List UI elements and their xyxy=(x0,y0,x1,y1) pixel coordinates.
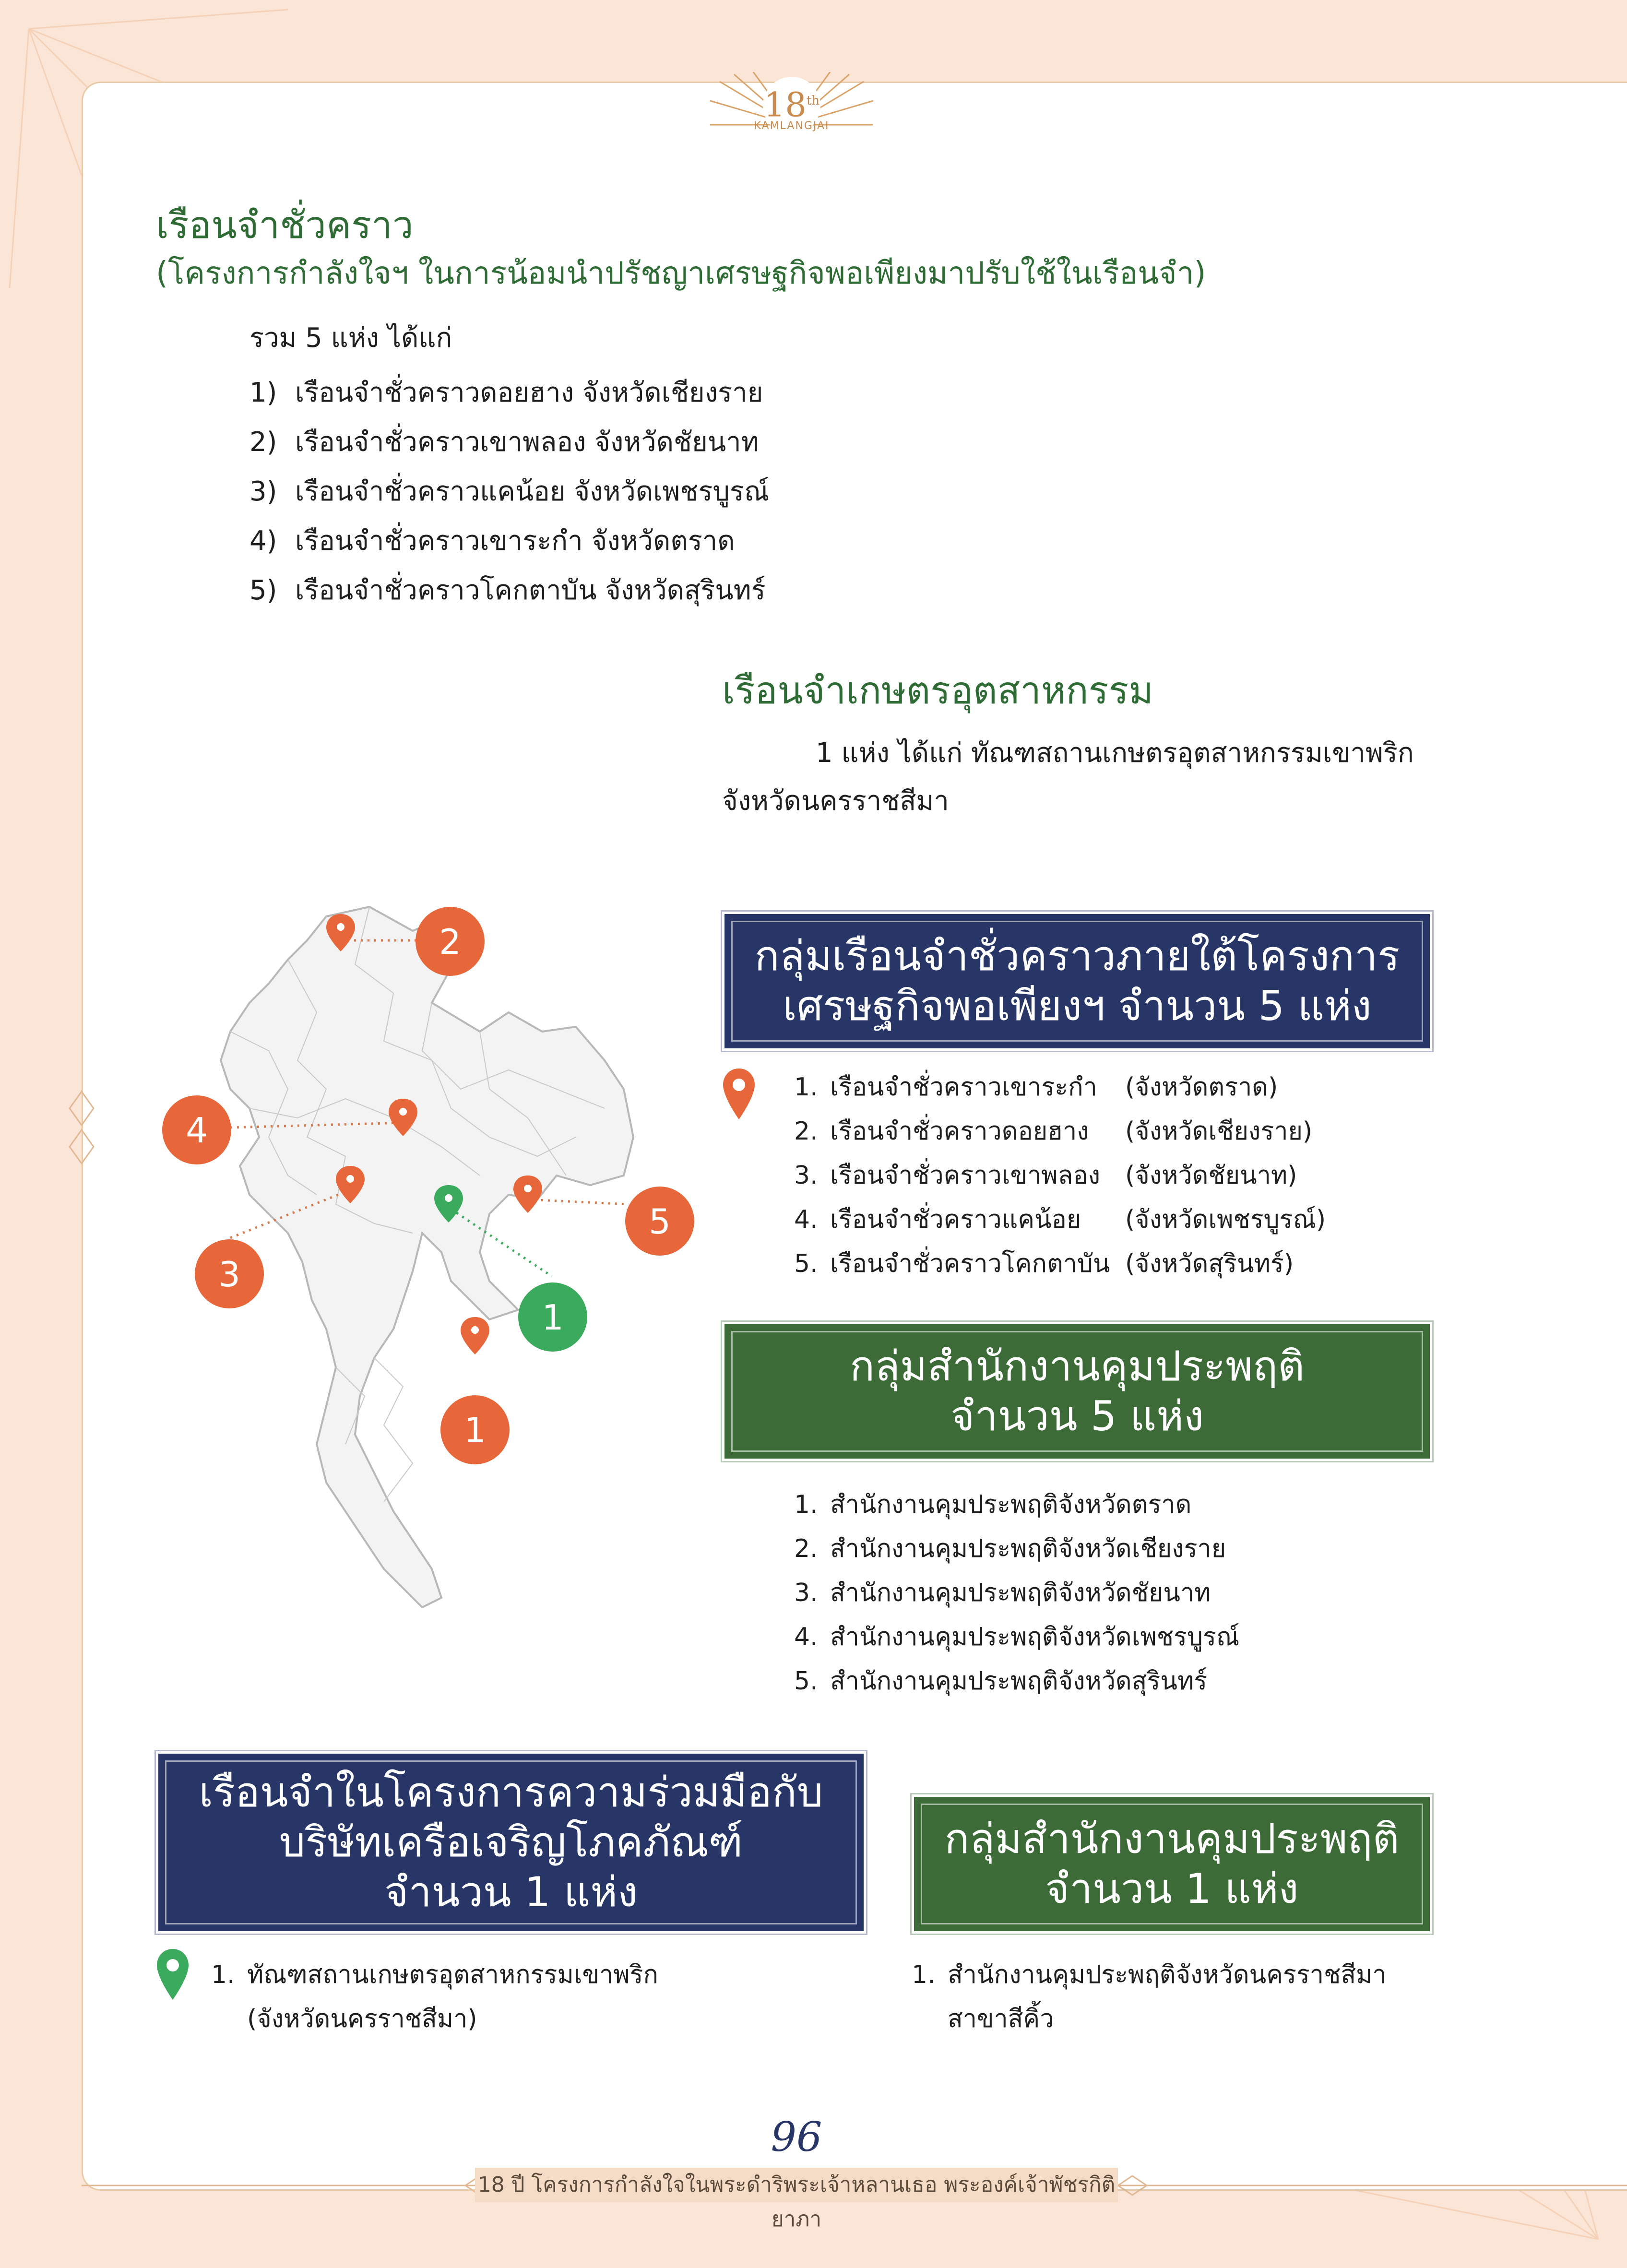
list-item: 5) เรือนจำชั่วคราวโคกตาบัน จังหวัดสุรินทร์ xyxy=(249,575,766,606)
svg-text:2: 2 xyxy=(439,922,461,962)
svg-text:5: 5 xyxy=(649,1201,671,1242)
map-pin-icon xyxy=(513,1176,542,1213)
list-item: 2) เรือนจำชั่วคราวเขาพลอง จังหวัดชัยนาท xyxy=(249,427,759,458)
list-item: 3. เรือนจำชั่วคราวเขาพลอง (จังหวัดชัยนาท) xyxy=(794,1161,1297,1190)
cooperation-prison-list xyxy=(211,1953,658,2041)
thailand-outline xyxy=(221,907,633,1607)
list-item: 5. สำนักงานคุมประพฤติจังหวัดสุรินทร์ xyxy=(794,1667,1208,1696)
svg-text:1: 1 xyxy=(542,1297,564,1338)
list-item: 5. เรือนจำชั่วคราวโคกตาบัน (จังหวัดสุรินทร์) xyxy=(794,1249,1294,1278)
list-item: 1. เรือนจำชั่วคราวเขาระกำ (จังหวัดตราด) xyxy=(794,1073,1278,1102)
list-item: 2. เรือนจำชั่วคราวดอยฮาง (จังหวัดเชียงราย) xyxy=(794,1117,1313,1146)
probation-office-single-list xyxy=(912,1953,1387,2041)
panel-line: จำนวน 1 แห่ง xyxy=(384,1868,638,1916)
map-marker-1-green xyxy=(518,1282,587,1352)
side-diamond-ornament xyxy=(67,1089,96,1166)
panel-cp-cooperation-prison xyxy=(158,1754,864,1931)
panel-line: กลุ่มเรือนจำชั่วคราวภายใต้โครงการ xyxy=(754,932,1400,980)
section2-line1: 1 แห่ง ได้แก่ ทัณฑสถานเกษตรอุตสาหกรรมเขาพริก xyxy=(816,737,1414,769)
map-marker-5 xyxy=(625,1187,694,1256)
section-subtitle: (โครงการกำลังใจฯ ในการน้อมนำปรัชญาเศรษฐกิจพอเพียงมาปรับใช้ในเรือนจำ) xyxy=(156,256,1206,291)
map-marker-2 xyxy=(416,907,485,976)
list-item: 4) เรือนจำชั่วคราวเขาระกำ จังหวัดตราด xyxy=(249,525,735,557)
list-item: 1. สำนักงานคุมประพฤติจังหวัดนครราชสีมา xyxy=(912,1960,1387,1989)
panel-probation-offices-group-1 xyxy=(914,1797,1430,1931)
footer-title: 18 ปี โครงการกำลังใจในพระดำริพระเจ้าหลานเธอ พระองค์เจ้าพัชรกิติยาภา xyxy=(475,2168,1118,2202)
logo-sup: th xyxy=(806,94,820,108)
list-item: 1. สำนักงานคุมประพฤติจังหวัดตราด xyxy=(794,1490,1192,1519)
list-item: 3) เรือนจำชั่วคราวแคน้อย จังหวัดเพชรบูรณ์ xyxy=(249,476,769,507)
thailand-map xyxy=(144,888,720,1679)
list-item: 4. สำนักงานคุมประพฤติจังหวัดเพชรบูรณ์ xyxy=(794,1623,1240,1651)
list-item: 4. เรือนจำชั่วคราวแคน้อย (จังหวัดเพชรบูรณ์) xyxy=(794,1205,1326,1234)
svg-text:3: 3 xyxy=(218,1254,240,1294)
logo xyxy=(691,72,892,139)
map-marker-3 xyxy=(195,1239,264,1308)
location-pin-icon xyxy=(156,1948,190,2001)
section-title-temporary-prisons: เรือนจำชั่วคราว xyxy=(156,204,414,247)
temporary-prisons-list xyxy=(794,1065,1326,1286)
panel-line: กลุ่มสำนักงานคุมประพฤติ xyxy=(850,1342,1305,1390)
map-pin-icon xyxy=(461,1317,489,1354)
section2-line2: จังหวัดนครราชสีมา xyxy=(722,785,949,817)
map-marker-4 xyxy=(162,1095,231,1164)
list-item: 2. สำนักงานคุมประพฤติจังหวัดเชียงราย xyxy=(794,1534,1226,1563)
svg-text:1: 1 xyxy=(464,1410,486,1450)
list-item: 3. สำนักงานคุมประพฤติจังหวัดชัยนาท xyxy=(794,1579,1211,1607)
section-title-agro-industrial-prison: เรือนจำเกษตรอุตสาหกรรม xyxy=(722,669,1153,712)
list-item-continued: สาขาสีคิ้ว xyxy=(948,2005,1054,2033)
panel-temporary-prisons-group xyxy=(724,914,1430,1048)
panel-line: บริษัทเครือเจริญโภคภัณฑ์ xyxy=(279,1818,743,1866)
svg-text:4: 4 xyxy=(186,1110,208,1151)
list-item-continued: (จังหวัดนครราชสีมา) xyxy=(247,2005,477,2033)
panel-line: จำนวน 5 แห่ง xyxy=(950,1392,1204,1440)
panel-probation-offices-group-5 xyxy=(724,1324,1430,1459)
panel-line: เศรษฐกิจพอเพียงฯ จำนวน 5 แห่ง xyxy=(783,982,1372,1030)
list-item: 1. ทัณฑสถานเกษตรอุตสาหกรรมเขาพริก xyxy=(211,1960,658,1989)
page-number: 96 xyxy=(771,2114,822,2161)
logo-number: 18 xyxy=(763,85,807,125)
map-marker-1-orange xyxy=(440,1395,510,1464)
probation-offices-list xyxy=(794,1483,1239,1703)
logo-name: KAMLANGJAI xyxy=(754,120,830,132)
panel-line: จำนวน 1 แห่ง xyxy=(1045,1865,1299,1913)
location-pin-icon xyxy=(722,1068,756,1120)
panel-line: กลุ่มสำนักงานคุมประพฤติ xyxy=(944,1815,1400,1863)
section1-intro: รวม 5 แห่ง ได้แก่ xyxy=(249,322,452,354)
panel-line: เรือนจำในโครงการความร่วมมือกับ xyxy=(199,1769,823,1817)
section1-list xyxy=(249,368,769,615)
list-item: 1) เรือนจำชั่วคราวดอยฮาง จังหวัดเชียงราย xyxy=(249,377,763,408)
